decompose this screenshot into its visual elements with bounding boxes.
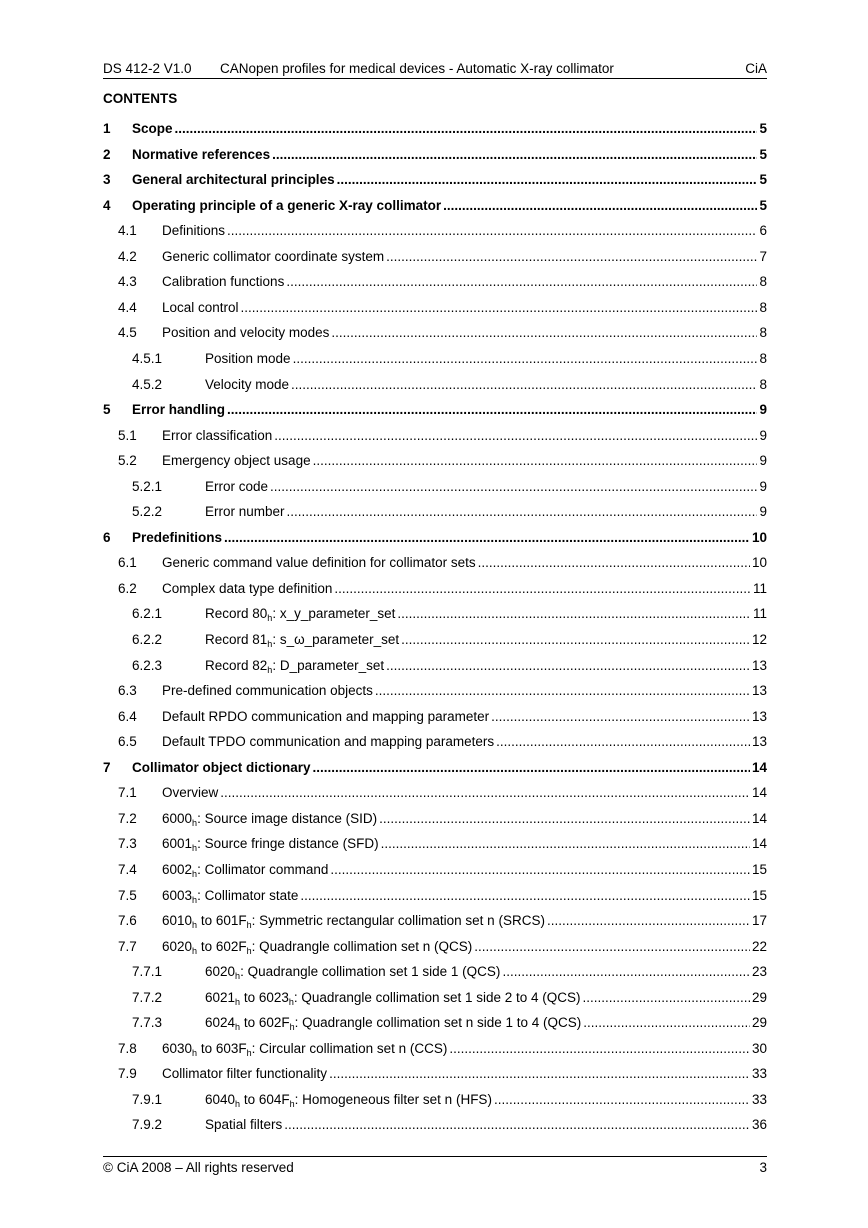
toc-entry-title: $6024_h$ to $602F_h$: Quadrangle collimation set n side 1 to 4 (QCS) [205, 1015, 582, 1033]
toc-entry-number: 6.2.3 [132, 657, 163, 673]
toc-entry-page: 8 [759, 350, 767, 366]
toc-entry[interactable] [103, 172, 767, 192]
toc-entry[interactable] [103, 606, 767, 626]
toc-entry-number: 7.7 [118, 938, 137, 954]
toc-entry-page: 8 [759, 299, 767, 315]
toc-dot-leader [291, 377, 757, 392]
toc-dot-leader [474, 939, 750, 954]
toc-entry[interactable] [103, 1092, 767, 1112]
toc-dot-leader [330, 862, 750, 877]
toc-dot-leader [227, 223, 757, 238]
toc-entry-title: Operating principle of a generic X-ray collimator [132, 197, 442, 213]
toc-entry[interactable] [103, 377, 767, 397]
toc-entry[interactable] [103, 402, 767, 422]
toc-entry-number: 7.2 [118, 810, 137, 826]
toc-entry[interactable] [103, 658, 767, 678]
toc-entry-number: 7.7.1 [132, 964, 163, 980]
toc-entry[interactable] [103, 964, 767, 984]
toc-entry-number: 5.2.1 [132, 478, 163, 494]
toc-entry-page: 14 [751, 785, 767, 801]
toc-entry-number: 7.1 [118, 785, 137, 801]
toc-entry-number: 4.1 [118, 223, 137, 239]
toc-entry[interactable] [103, 147, 767, 167]
toc-entry-page: 33 [751, 1091, 767, 1107]
toc-entry[interactable] [103, 734, 767, 754]
toc-dot-leader [227, 402, 757, 417]
toc-dot-leader [274, 428, 757, 443]
toc-entry[interactable] [103, 453, 767, 473]
toc-entry-number: 7.8 [118, 1040, 137, 1056]
toc-entry[interactable] [103, 249, 767, 269]
toc-entry-number: 7 [103, 759, 111, 775]
toc-entry-number: 2 [103, 146, 111, 162]
toc-entry-title: $6040_h$ to $604F_h$: Homogeneous filter set n (HFS) [205, 1091, 492, 1109]
toc-entry-page: 5 [759, 146, 767, 162]
toc-entry-page: 13 [751, 734, 767, 750]
toc-entry-title: Definitions [162, 223, 226, 239]
toc-dot-leader [443, 198, 757, 213]
toc-entry-title: Normative references [132, 146, 271, 162]
toc-entry-title: Error classification [162, 427, 273, 443]
toc-entry-number: 7.9.1 [132, 1091, 163, 1107]
toc-entry[interactable] [103, 351, 767, 371]
toc-entry-number: 5.2 [118, 453, 137, 469]
toc-entry-number: 6.3 [118, 683, 137, 699]
toc-entry-number: 6.2.2 [132, 632, 163, 647]
toc-entry-title: $6010_h$ to $601F_h$: Symmetric rectangular collimation set n (SRCS) [162, 913, 545, 931]
toc-entry-title: $6003_h$: Collimator state [162, 887, 299, 905]
toc-dot-leader [386, 658, 750, 673]
toc-entry[interactable] [103, 581, 767, 601]
toc-dot-leader [494, 1092, 750, 1107]
toc-entry-page: 9 [759, 453, 767, 469]
toc-entry[interactable] [103, 1015, 767, 1035]
toc-dot-leader [379, 811, 750, 826]
toc-entry-title: Record $80_h$: x_y_parameter_set [205, 606, 396, 624]
toc-entry-page: 10 [751, 529, 767, 545]
toc-entry[interactable] [103, 990, 767, 1010]
page-number: 3 [759, 1160, 767, 1175]
page-footer [103, 1156, 767, 1177]
toc-entry-title: $6021_h$ to $6023_h$: Quadrangle collimation set 1 side 2 to 4 (QCS) [205, 989, 581, 1007]
toc-entry-page: 13 [751, 683, 767, 699]
toc-dot-leader [375, 683, 750, 698]
toc-entry-number: 5.2.2 [132, 504, 163, 520]
toc-entry[interactable] [103, 121, 767, 141]
toc-entry-title: $6000_h$: Source image distance (SID) [162, 810, 378, 828]
toc-dot-leader [583, 990, 750, 1005]
toc-entry-page: 11 [752, 606, 767, 622]
toc-dot-leader [547, 913, 750, 928]
toc-dot-leader [313, 760, 750, 775]
toc-entry[interactable] [103, 913, 767, 933]
toc-dot-leader [287, 504, 758, 519]
toc-entry-title: Complex data type definition [162, 580, 333, 596]
toc-entry-title: $6030_h$ to $603F_h$: Circular collimation set n (CCS) [162, 1040, 448, 1058]
toc-entry-title: Generic collimator coordinate system [162, 248, 385, 264]
toc-dot-leader [496, 734, 750, 749]
toc-entry-number: 4 [103, 197, 111, 213]
toc-entry-page: 29 [751, 989, 767, 1005]
toc-entry-title: General architectural principles [132, 172, 335, 188]
toc-dot-leader [329, 1066, 750, 1081]
toc-dot-leader [224, 530, 750, 545]
toc-dot-leader [386, 249, 757, 264]
toc-entry-number: 7.7.3 [132, 1015, 163, 1031]
toc-entry-number: 6.2.1 [132, 606, 163, 622]
toc-entry-number: 7.4 [118, 861, 137, 877]
toc-entry-title: Position mode [205, 350, 291, 366]
toc-entry-page: 9 [759, 478, 767, 494]
toc-entry-page: 11 [752, 580, 767, 596]
toc-entry-title: $6001_h$: Source fringe distance (SFD) [162, 836, 379, 854]
toc-dot-leader [293, 351, 758, 366]
toc-entry-title: Generic command value definition for collimator sets [162, 555, 476, 571]
toc-entry-title: Spatial filters [205, 1117, 283, 1133]
toc-entry-title: Pre-defined communication objects [162, 683, 373, 699]
toc-entry-number: 7.5 [118, 887, 137, 903]
toc-dot-leader [313, 453, 758, 468]
toc-entry-page: 12 [751, 632, 767, 647]
toc-entry-page: 22 [751, 938, 767, 954]
toc-entry-title: Error code [205, 478, 269, 494]
toc-entry[interactable] [103, 479, 767, 499]
contents-heading: CONTENTS [103, 91, 178, 106]
toc-entry-page: 33 [751, 1066, 767, 1082]
toc-entry[interactable] [103, 530, 767, 550]
toc-entry-number: 7.3 [118, 836, 137, 852]
toc-entry-number: 7.9 [118, 1066, 137, 1082]
toc-entry-page: 14 [751, 810, 767, 826]
toc-entry[interactable] [103, 683, 767, 703]
toc-dot-leader [300, 888, 750, 903]
toc-entry-title: Scope [132, 121, 173, 136]
toc-entry[interactable] [103, 939, 767, 959]
toc-entry-number: 5.1 [118, 427, 137, 443]
toc-entry[interactable] [103, 862, 767, 882]
toc-entry-title: Error handling [132, 402, 226, 418]
toc-entry-number: 6.4 [118, 708, 137, 724]
toc-entry-title: Calibration functions [162, 274, 285, 290]
toc-entry[interactable] [103, 504, 767, 524]
toc-entry-title: $6002_h$: Collimator command [162, 861, 329, 879]
toc-entry-title: Emergency object usage [162, 453, 311, 469]
toc-dot-leader [334, 581, 751, 596]
toc-entry[interactable] [103, 888, 767, 908]
toc-entry-page: 13 [751, 708, 767, 724]
toc-entry-title: Overview [162, 785, 219, 801]
toc-entry-page: 5 [759, 172, 767, 188]
toc-entry-title: Record $81_h$: s_ω_parameter_set [205, 632, 400, 649]
toc-entry-page: 13 [751, 657, 767, 673]
toc-dot-leader [502, 964, 750, 979]
toc-dot-leader [583, 1015, 750, 1030]
toc-entry-title: Velocity mode [205, 376, 290, 392]
toc-dot-leader [175, 121, 758, 136]
document-id: DS 412-2 V1.0 [103, 61, 192, 76]
organization: CiA [745, 61, 767, 76]
toc-entry-number: 3 [103, 172, 111, 188]
toc-entry-number: 6.1 [118, 555, 137, 571]
toc-dot-leader [491, 709, 750, 724]
toc-entry-page: 8 [759, 325, 767, 341]
toc-dot-leader [449, 1041, 750, 1056]
page-header [103, 58, 767, 79]
toc-entry[interactable] [103, 1066, 767, 1086]
toc-entry[interactable] [103, 1117, 767, 1137]
toc-entry-title: Local control [162, 299, 239, 315]
toc-entry[interactable] [103, 428, 767, 448]
toc-entry[interactable] [103, 274, 767, 294]
toc-entry-number: 4.3 [118, 274, 137, 290]
toc-entry-number: 4.2 [118, 248, 137, 264]
toc-entry[interactable] [103, 709, 767, 729]
toc-entry-page: 8 [759, 376, 767, 392]
toc-entry-page: 29 [751, 1015, 767, 1031]
toc-entry-number: 4.5 [118, 325, 137, 341]
toc-dot-leader [337, 172, 758, 187]
toc-entry-number: 4.4 [118, 299, 137, 315]
copyright-notice: © CiA 2008 – All rights reserved [103, 1160, 294, 1175]
toc-entry-title: Default TPDO communication and mapping parameters [162, 734, 495, 750]
toc-entry[interactable] [103, 760, 767, 780]
toc-entry-title: Error number [205, 504, 285, 520]
document-title: CANopen profiles for medical devices - Automatic X-ray collimator [220, 61, 614, 76]
toc-entry[interactable] [103, 836, 767, 856]
toc-entry-page: 9 [759, 427, 767, 443]
toc-entry-page: 10 [751, 555, 767, 571]
toc-entry-title: Collimator object dictionary [132, 759, 311, 775]
toc-entry[interactable] [103, 632, 767, 652]
toc-entry-number: 4.5.2 [132, 376, 163, 392]
toc-dot-leader [286, 274, 757, 289]
toc-entry-title: Predefinitions [132, 529, 223, 545]
toc-entry-page: 36 [751, 1117, 767, 1133]
toc-entry-page: 14 [751, 759, 767, 775]
toc-entry[interactable] [103, 300, 767, 320]
toc-dot-leader [272, 147, 757, 162]
toc-dot-leader [270, 479, 757, 494]
toc-entry-page: 9 [759, 402, 767, 418]
toc-entry-number: 7.6 [118, 913, 137, 929]
toc-dot-leader [220, 785, 750, 800]
toc-dot-leader [478, 555, 750, 570]
toc-entry-page: 5 [759, 121, 767, 136]
toc-entry-number: 7.7.2 [132, 989, 163, 1005]
toc-entry[interactable] [103, 198, 767, 218]
toc-entry[interactable] [103, 555, 767, 575]
toc-dot-leader [241, 300, 758, 315]
toc-entry-title: Record $82_h$: D_parameter_set [205, 657, 385, 675]
toc-entry-page: 5 [759, 197, 767, 213]
toc-entry-page: 7 [759, 248, 767, 264]
toc-entry-number: 6.2 [118, 580, 137, 596]
toc-dot-leader [331, 325, 757, 340]
toc-entry-title: Collimator filter functionality [162, 1066, 328, 1082]
toc-entry[interactable] [103, 1041, 767, 1061]
toc-entry-title: $6020_h$: Quadrangle collimation set 1 side 1 (QCS) [205, 964, 501, 982]
toc-entry-number: 7.9.2 [132, 1117, 163, 1133]
toc-entry-page: 17 [751, 913, 767, 929]
toc-dot-leader [401, 632, 750, 647]
toc-entry-title: Default RPDO communication and mapping parameter [162, 708, 490, 724]
toc-entry-page: 6 [759, 223, 767, 239]
toc-entry[interactable] [103, 785, 767, 805]
toc-entry-title: $6020_h$ to $602F_h$: Quadrangle collimation set n (QCS) [162, 938, 473, 956]
toc-entry-number: 6 [103, 529, 111, 545]
toc-entry[interactable] [103, 325, 767, 345]
toc-entry[interactable] [103, 811, 767, 831]
toc-entry[interactable] [103, 223, 767, 243]
toc-entry-number: 1 [103, 121, 111, 136]
toc-entry-title: Position and velocity modes [162, 325, 330, 341]
toc-entry-number: 4.5.1 [132, 350, 163, 366]
toc-entry-page: 15 [751, 861, 767, 877]
toc-entry-page: 23 [751, 964, 767, 980]
toc-entry-page: 30 [751, 1040, 767, 1056]
toc-entry-page: 8 [759, 274, 767, 290]
toc-dot-leader [381, 836, 750, 851]
toc-entry-page: 14 [751, 836, 767, 852]
toc-entry-number: 6.5 [118, 734, 137, 750]
toc-dot-leader [284, 1117, 750, 1132]
toc-dot-leader [397, 606, 751, 621]
toc-entry-page: 9 [759, 504, 767, 520]
toc-entry-page: 15 [751, 887, 767, 903]
toc-entry-number: 5 [103, 402, 111, 418]
